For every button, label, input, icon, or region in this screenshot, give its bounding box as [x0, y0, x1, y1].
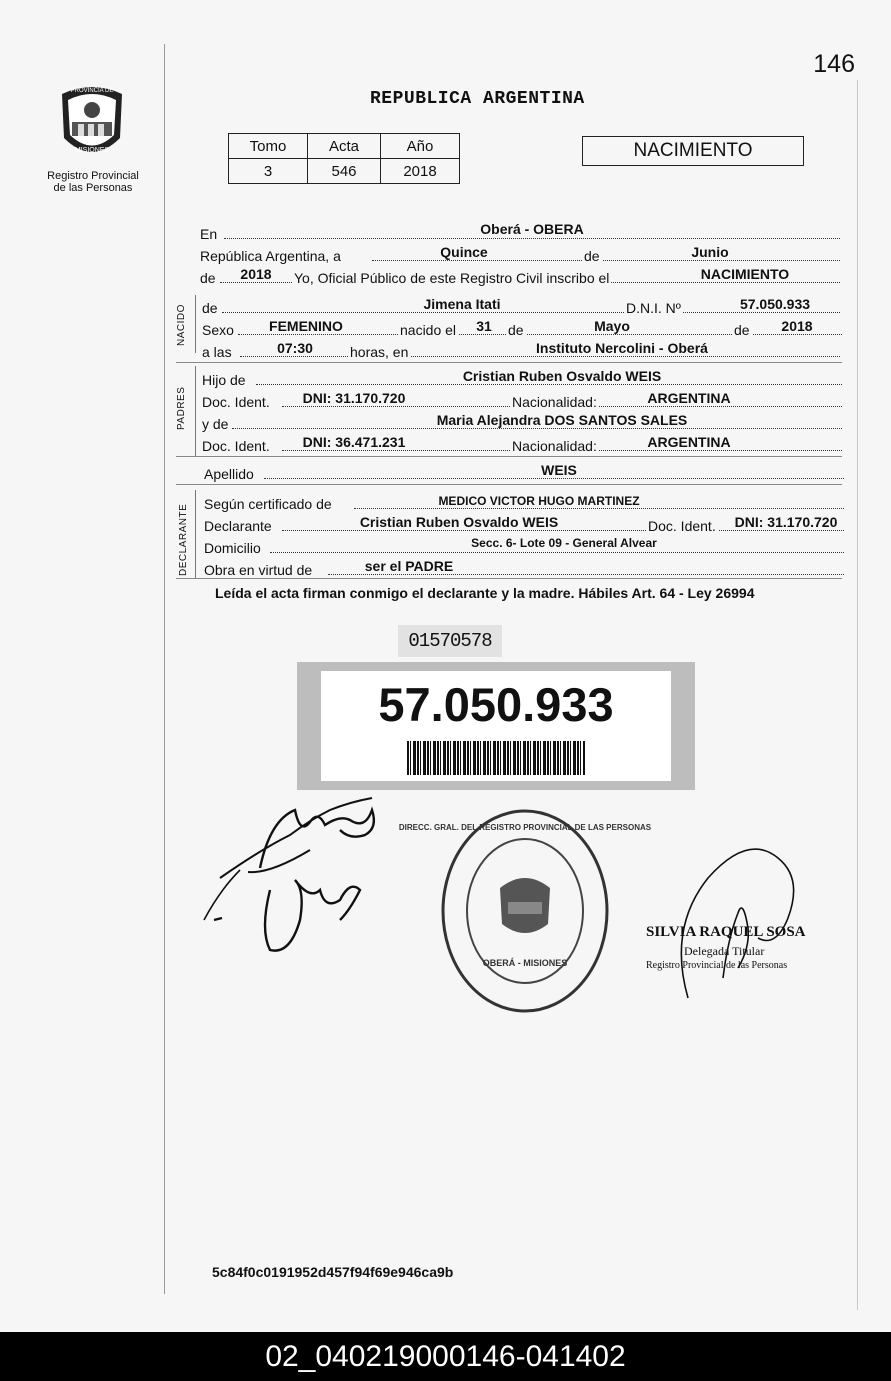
label-sexo: Sexo	[202, 322, 234, 338]
value-hora: 07:30	[277, 340, 313, 356]
document-hash: 5c84f0c0191952d457f94f69e946ca9b	[212, 1264, 454, 1280]
row-doc-madre	[202, 434, 842, 454]
document-type-box: NACIMIENTO	[582, 136, 804, 166]
logo-caption-line1: Registro Provincial	[47, 170, 139, 182]
sticker-dni-number: 57.050.933	[378, 678, 614, 731]
seal-inner-text: OBERÁ - MISIONES	[482, 958, 568, 968]
side-label-nacido: NACIDO	[176, 304, 187, 346]
country-title: REPUBLICA ARGENTINA	[370, 89, 585, 109]
label-de-mes-nacimiento: de	[508, 322, 524, 338]
row-nacido-nombre	[202, 296, 840, 316]
label-domicilio: Domicilio	[204, 540, 261, 556]
label-doc-declarante: Doc. Ident.	[648, 518, 716, 534]
label-de-nombre: de	[202, 300, 218, 316]
logo-caption-line2: de las Personas	[53, 182, 133, 194]
value-padre: Cristian Ruben Osvaldo WEIS	[462, 368, 662, 384]
label-obra: Obra en virtud de	[204, 562, 313, 578]
value-certificado: MEDICO VICTOR HUGO MARTINEZ	[438, 494, 640, 508]
value-anio-nacimiento: 2018	[781, 318, 813, 334]
value-doc-padre: DNI: 31.170.720	[302, 390, 406, 406]
label-en: En	[200, 226, 218, 242]
scan-footer-id: 02_040219000146-041402	[0, 1332, 891, 1381]
label-y-de: y de	[202, 416, 229, 432]
value-anio: 2018	[240, 266, 272, 282]
tomo-value: 3	[229, 159, 308, 184]
value-lugar: Oberá - OBERA	[480, 221, 584, 237]
row-en	[200, 222, 840, 242]
row-doc-padre	[202, 390, 842, 410]
side-label-declarante: DECLARANTE	[178, 503, 189, 576]
label-nacionalidad-madre: Nacionalidad:	[512, 438, 597, 454]
label-nacido-el: nacido el	[400, 322, 457, 338]
value-obra: ser el PADRE	[364, 558, 454, 574]
tomo-header: Tomo	[229, 134, 308, 159]
logo-caption	[36, 170, 150, 194]
value-dia: Quince	[440, 244, 488, 260]
dni-sticker	[297, 662, 695, 790]
value-doc-declarante: DNI: 31.170.720	[734, 514, 838, 530]
row-obra	[204, 558, 844, 578]
value-mes: Junio	[691, 244, 729, 260]
acta-value: 546	[308, 159, 381, 184]
anio-header: Año	[381, 134, 460, 159]
value-sexo: FEMENINO	[269, 318, 343, 334]
value-dni-nacido: 57.050.933	[739, 296, 811, 312]
value-nombre-nacido: Jimena Itati	[423, 296, 501, 312]
official-name: SILVIA RAQUEL SOSA	[646, 924, 806, 940]
official-seal-icon	[398, 806, 652, 1016]
label-de-mes: de	[584, 248, 600, 264]
label-doc-madre: Doc. Ident.	[202, 438, 270, 454]
label-apellido: Apellido	[204, 466, 254, 482]
emblem-text-top: PROVINCIA DE	[70, 88, 114, 94]
label-dni-nacido: D.N.I. Nº	[626, 300, 681, 316]
value-mes-nacimiento: Mayo	[594, 318, 630, 334]
label-republica: República Argentina, a	[200, 248, 341, 264]
label-horas-en: horas, en	[350, 344, 409, 360]
label-nacionalidad-padre: Nacionalidad:	[512, 394, 597, 410]
book-reference-table	[228, 133, 460, 184]
value-apellido: WEIS	[541, 462, 577, 478]
official-role: Delegada Titular	[684, 944, 765, 958]
label-a-las: a las	[202, 344, 232, 360]
emblem-text-bottom: MISIONES	[74, 147, 110, 154]
label-declarante: Declarante	[204, 518, 272, 534]
value-madre: Maria Alejandra DOS SANTOS SALES	[436, 412, 688, 428]
province-emblem-icon	[54, 80, 130, 166]
value-nacionalidad-madre: ARGENTINA	[647, 434, 731, 450]
value-tipo-inscripcion: NACIMIENTO	[700, 266, 790, 282]
value-declarante: Cristian Ruben Osvaldo WEIS	[359, 514, 559, 530]
anio-value: 2018	[381, 159, 460, 184]
row-fecha	[200, 244, 840, 264]
signature-official-icon	[668, 838, 818, 1008]
row-declarante	[204, 514, 844, 534]
official-office: Registro Provincial de las Personas	[646, 960, 788, 971]
right-margin-line	[857, 80, 858, 1310]
value-dia-nacimiento: 31	[476, 318, 492, 334]
label-hijo-de: Hijo de	[202, 372, 246, 388]
row-sexo	[202, 318, 842, 338]
row-domicilio	[204, 536, 844, 556]
row-certificado	[204, 492, 844, 512]
row-padre	[202, 368, 842, 388]
value-lugar-nacimiento: Instituto Nercolini - Oberá	[536, 340, 708, 356]
acta-header: Acta	[308, 134, 381, 159]
closing-statement: Leída el acta firman conmigo el declarante y la madre. Hábiles Art. 64 - Ley 26994	[215, 585, 755, 601]
margin-line	[164, 44, 165, 1294]
page-number: 146	[813, 50, 855, 78]
signature-declarante-icon	[200, 780, 400, 970]
value-nacionalidad-padre: ARGENTINA	[647, 390, 731, 406]
row-anio	[200, 266, 840, 286]
row-hora	[202, 340, 840, 360]
seal-ring-text: DIRECC. GRAL. DEL REGISTRO PROVINCIAL DE LAS PERSONAS	[398, 823, 652, 832]
label-doc-padre: Doc. Ident.	[202, 394, 270, 410]
row-apellido	[204, 462, 844, 482]
label-certificado: Según certificado de	[204, 496, 332, 512]
label-de-anio-nacimiento: de	[734, 322, 750, 338]
barcode	[407, 741, 585, 775]
value-domicilio: Secc. 6- Lote 09 - General Alvear	[471, 536, 657, 550]
row-madre	[202, 412, 842, 432]
value-doc-madre: DNI: 36.471.231	[302, 434, 406, 450]
label-de-anio: de	[200, 270, 216, 286]
label-inscribo: Yo, Oficial Público de este Registro Civil inscribo el	[294, 270, 610, 286]
serial-number: 01570578	[398, 625, 502, 657]
side-label-padres: PADRES	[176, 386, 187, 430]
